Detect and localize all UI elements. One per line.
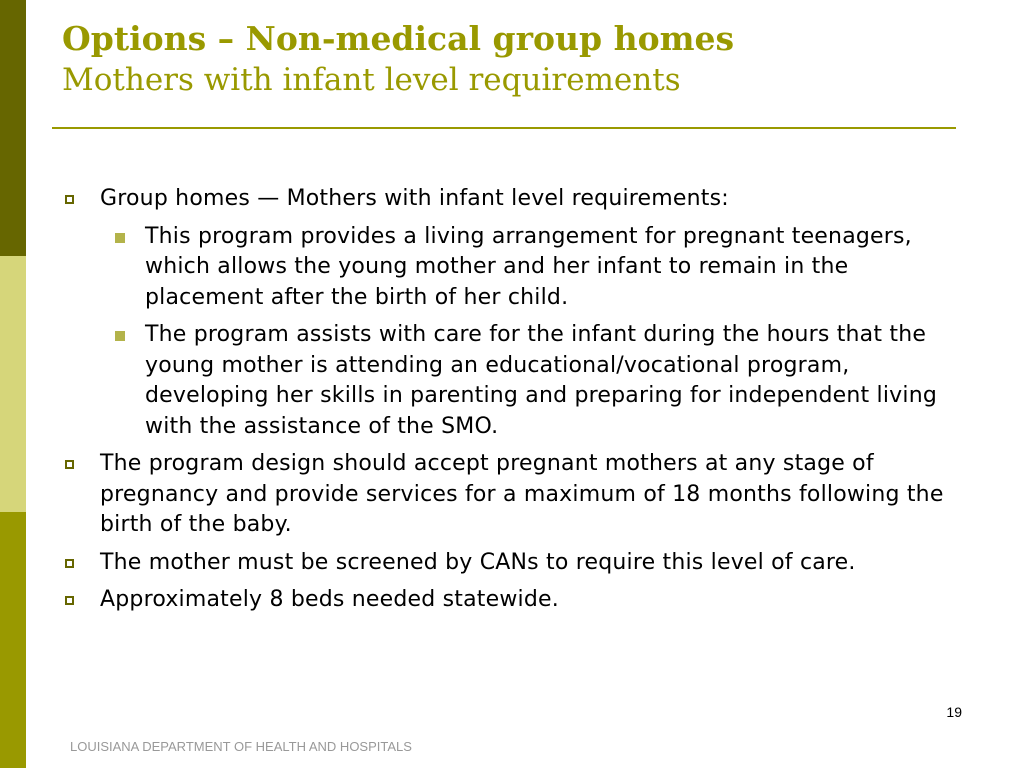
bullet-text: The program design should accept pregnant mothers at any stage of pregnancy and provide services for a maximum of 18 months following the birth of the baby.	[100, 451, 944, 537]
bullet-list	[62, 184, 962, 623]
filled-square-bullet-icon	[115, 331, 125, 341]
bullet-item	[62, 585, 962, 616]
hollow-square-bullet-icon	[65, 460, 74, 469]
footer-text: LOUISIANA DEPARTMENT OF HEALTH AND HOSPITALS	[70, 739, 412, 754]
sub-bullet-text: This program provides a living arrangement for pregnant teenagers, which allows the young mother and her infant to remain in the placement after the birth of her child.	[145, 223, 912, 310]
sub-bullet-item	[62, 222, 962, 314]
bullet-item	[62, 548, 962, 579]
left-stripe-dark	[0, 0, 26, 256]
bullet-text: The mother must be screened by CANs to require this level of care.	[100, 549, 856, 575]
bullet-item	[62, 184, 962, 215]
page-number: 19	[946, 704, 962, 720]
bullet-text: Group homes — Mothers with infant level requirements:	[100, 186, 729, 211]
sub-bullet-text: The program assists with care for the infant during the hours that the young mother is attending an educational/vocational program, developing her skills in parenting and preparing for independent living with the assistance of the SMO.	[145, 322, 938, 439]
filled-square-bullet-icon	[115, 233, 125, 243]
slide-subtitle: Mothers with infant level requirements	[62, 62, 681, 98]
title-divider	[52, 127, 956, 129]
title-block	[62, 18, 962, 100]
left-stripe-mid	[0, 512, 26, 768]
hollow-square-bullet-icon	[65, 596, 74, 605]
bullet-item	[62, 449, 962, 541]
hollow-square-bullet-icon	[65, 559, 74, 568]
bullet-text: Approximately 8 beds needed statewide.	[100, 587, 559, 612]
left-stripe-light	[0, 256, 26, 512]
sub-bullet-item	[62, 320, 962, 442]
hollow-square-bullet-icon	[65, 195, 74, 204]
slide-title: Options – Non-medical group homes	[62, 19, 735, 58]
